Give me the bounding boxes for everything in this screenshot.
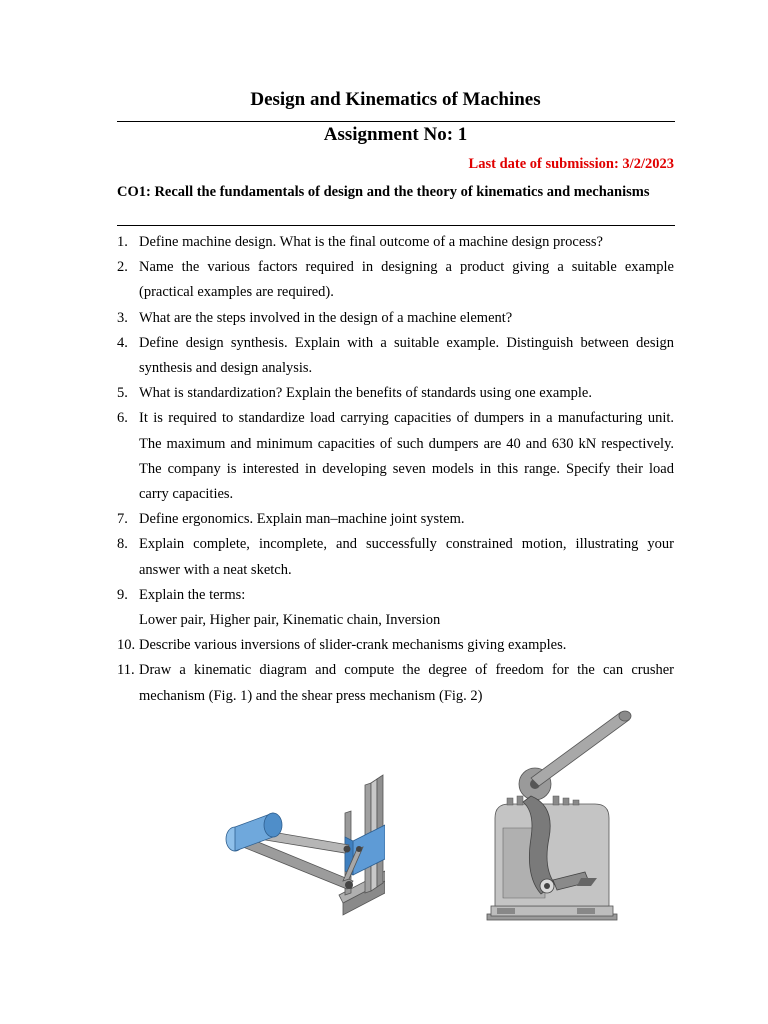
question-item: [117, 331, 674, 381]
question-number: 10.: [117, 637, 136, 654]
question-text-main: Explain the terms:: [139, 586, 246, 603]
title-divider: [117, 121, 675, 122]
question-item: [117, 507, 674, 532]
question-text: What is standardization? Explain the benefits of standards using one example.: [139, 385, 592, 402]
question-text: What are the steps involved in the design of a machine element?: [139, 309, 513, 326]
question-number: 8.: [117, 536, 128, 553]
question-text: Name the various factors required in designing a product giving a suitable example (practical examples are required).: [139, 259, 674, 301]
question-item: [117, 230, 674, 255]
question-number: 5.: [117, 385, 128, 402]
course-objective: [117, 180, 674, 205]
question-item: [117, 306, 674, 331]
submission-deadline: Last date of submission: 3/2/2023: [468, 156, 674, 172]
question-text: Define design synthesis. Explain with a suitable example. Distinguish between design synthesis and design analysis.: [139, 334, 674, 377]
question-text: [139, 583, 674, 633]
question-text: Draw a kinematic diagram and compute the degree of freedom for the can crusher mechanism (Fig. 1) and the shear press mechanism (Fig. 2): [139, 662, 674, 704]
question-text: Define ergonomics. Explain man–machine joint system.: [139, 511, 465, 528]
question-number: 3.: [117, 309, 128, 326]
question-item: [117, 255, 674, 305]
question-item: [117, 583, 674, 633]
assignment-title: Assignment No: 1: [323, 124, 468, 145]
question-number: 11.: [117, 662, 135, 679]
question-number: 4.: [117, 334, 128, 351]
question-item: [117, 406, 674, 507]
question-text: It is required to standardize load carrying capacities of dumpers in a manufacturing unit. The maximum and minimum capacities of such dumpers are 40 and 630 kN respectively. The company is interested in developing seven models in this range. Specify their load carry capacities.: [139, 410, 674, 503]
question-number: 2.: [117, 259, 128, 276]
question-subtext: Lower pair, Higher pair, Kinematic chain, Inversion: [139, 612, 441, 629]
can-crusher-illustration: [215, 763, 385, 923]
question-list: [117, 230, 674, 709]
objective-divider: [117, 225, 675, 226]
question-number: 6.: [117, 410, 128, 427]
question-item: [117, 532, 674, 582]
question-text: Describe various inversions of slider-crank mechanisms giving examples.: [139, 637, 567, 654]
course-objective-text: CO1: Recall the fundamentals of design and the theory of kinematics and mechanisms: [117, 184, 650, 200]
shear-press-illustration: [485, 708, 635, 928]
question-text: Define machine design. What is the final outcome of a machine design process?: [139, 234, 603, 250]
question-number: 7.: [117, 511, 128, 528]
figures: [215, 708, 635, 933]
question-item: [117, 633, 674, 658]
question-item: [117, 381, 674, 406]
course-title: Design and Kinematics of Machines: [250, 89, 541, 110]
question-number: 1.: [117, 234, 128, 250]
question-item: [117, 658, 674, 708]
question-number: 9.: [117, 586, 128, 603]
question-text: Explain complete, incomplete, and successfully constrained motion, illustrating your answer with a neat sketch.: [139, 536, 674, 578]
